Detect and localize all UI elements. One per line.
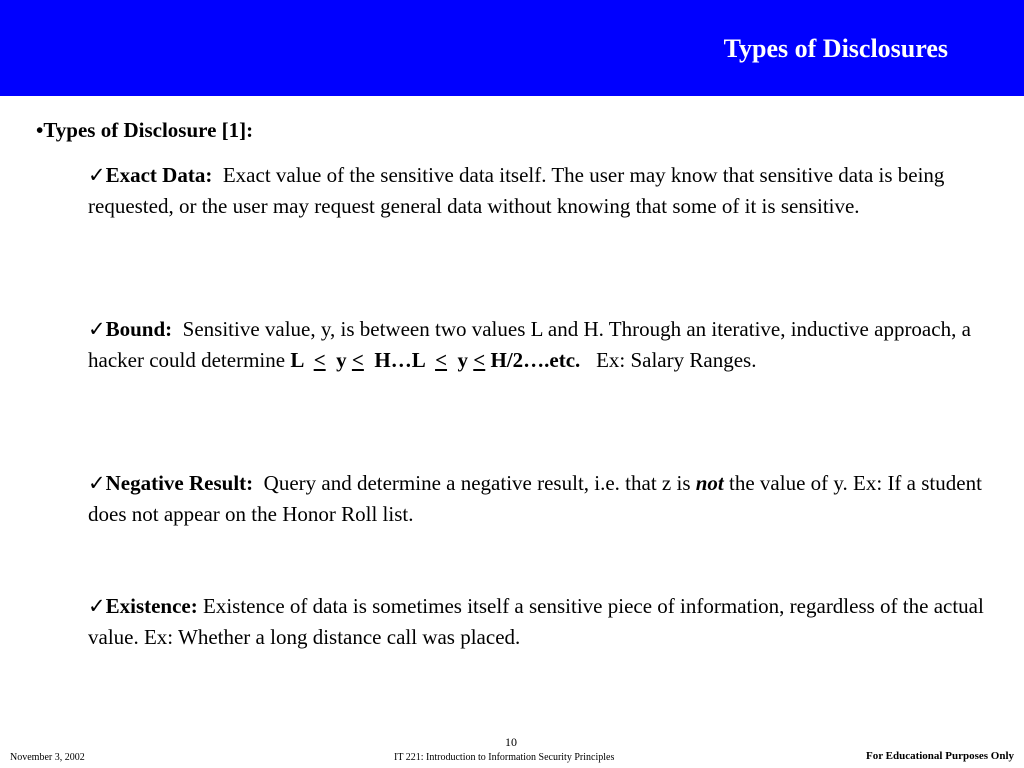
check-icon: ✓ bbox=[88, 317, 106, 341]
bound-formula: L < y < H…L < y < H/2….etc. bbox=[290, 348, 581, 372]
footer-date: November 3, 2002 bbox=[10, 752, 85, 763]
bullet-icon: • bbox=[36, 118, 44, 142]
check-icon: ✓ bbox=[88, 594, 106, 618]
item-term: Exact Data: bbox=[105, 163, 213, 187]
list-item-existence bbox=[88, 591, 998, 653]
item-term: Bound: bbox=[105, 317, 173, 341]
page-number: 10 bbox=[505, 735, 517, 749]
list-item-negative-result bbox=[88, 468, 998, 530]
section-heading bbox=[36, 118, 253, 143]
check-icon: ✓ bbox=[88, 163, 106, 187]
title-bar bbox=[0, 0, 1024, 96]
footer-course: IT 221: Introduction to Information Security Principles bbox=[394, 752, 615, 763]
list-item-bound bbox=[88, 314, 998, 376]
item-text: Query and determine a negative result, i.e. that z is bbox=[263, 471, 696, 495]
item-text: Existence of data is sometimes itself a sensitive piece of information, regardless of the actual value. Ex: Whether a long distance call was placed. bbox=[88, 594, 984, 649]
item-text-after: the value of y. Ex: If a student does not appear on the Honor Roll list. bbox=[88, 471, 982, 526]
item-term: Negative Result: bbox=[105, 471, 254, 495]
section-heading-text: Types of Disclosure [1]: bbox=[43, 118, 254, 142]
footer-notice: For Educational Purposes Only bbox=[865, 750, 1014, 762]
item-text: Exact value of the sensitive data itself. The user may know that sensitive data is being requested, or the user may request general data without knowing that some of it is sensitive. bbox=[88, 163, 945, 218]
item-term: Existence: bbox=[105, 594, 198, 618]
item-emphasis: not bbox=[695, 471, 724, 495]
item-text-after: Ex: Salary Ranges. bbox=[580, 348, 757, 372]
item-text: Sensitive value, y, is between two values L and H. Through an iterative, inductive approach, a hacker could determine bbox=[88, 317, 971, 372]
check-icon: ✓ bbox=[88, 471, 106, 495]
list-item-exact-data bbox=[88, 160, 998, 222]
slide-title: Types of Disclosures bbox=[723, 34, 948, 63]
